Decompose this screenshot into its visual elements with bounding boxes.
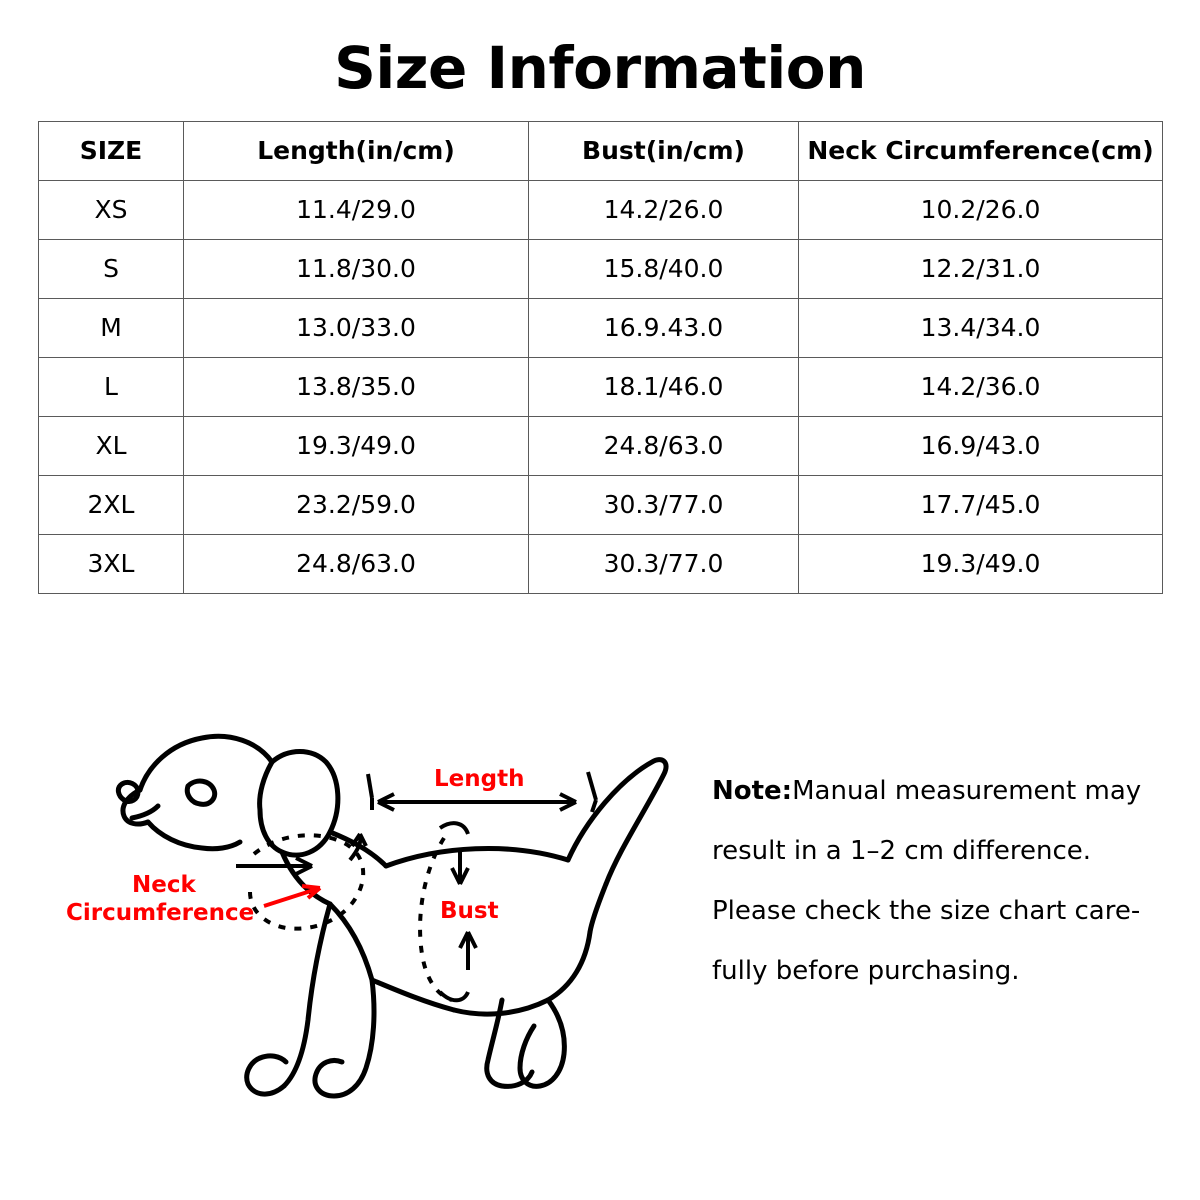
- cell-neck: 10.2/26.0: [799, 180, 1163, 239]
- measurement-guide-section: [0, 670, 1200, 1200]
- cell-bust: 24.8/63.0: [529, 416, 799, 475]
- note-lead: Note:: [712, 776, 793, 806]
- cell-size: M: [39, 298, 184, 357]
- neck-label-line2: Circumference: [66, 900, 255, 926]
- table-row: [39, 416, 1163, 475]
- dog-illustration-svg: [20, 670, 700, 1130]
- column-header-size: SIZE: [39, 121, 184, 180]
- column-header-bust: Bust(in/cm): [529, 121, 799, 180]
- cell-neck: 17.7/45.0: [799, 475, 1163, 534]
- cell-bust: 30.3/77.0: [529, 534, 799, 593]
- table-row: [39, 357, 1163, 416]
- table-row: [39, 298, 1163, 357]
- cell-length: 13.0/33.0: [184, 298, 529, 357]
- cell-size: S: [39, 239, 184, 298]
- size-chart-table: [38, 121, 1163, 594]
- cell-size: XS: [39, 180, 184, 239]
- table-row: [39, 534, 1163, 593]
- size-chart-wrapper: [38, 121, 1162, 594]
- note-block: [712, 778, 1172, 1018]
- cell-neck: 12.2/31.0: [799, 239, 1163, 298]
- cell-length: 13.8/35.0: [184, 357, 529, 416]
- cell-neck: 13.4/34.0: [799, 298, 1163, 357]
- column-header-length: Length(in/cm): [184, 121, 529, 180]
- table-row: [39, 239, 1163, 298]
- cell-bust: 16.9.43.0: [529, 298, 799, 357]
- table-row: [39, 475, 1163, 534]
- cell-length: 19.3/49.0: [184, 416, 529, 475]
- cell-length: 11.8/30.0: [184, 239, 529, 298]
- table-header-row: [39, 121, 1163, 180]
- cell-size: 2XL: [39, 475, 184, 534]
- cell-neck: 16.9/43.0: [799, 416, 1163, 475]
- note-line-3: Please check the size chart care-: [712, 896, 1141, 926]
- cell-length: 23.2/59.0: [184, 475, 529, 534]
- note-line-1-rest: Manual measurement may: [792, 776, 1142, 806]
- cell-size: L: [39, 357, 184, 416]
- page-title: Size Information: [334, 34, 866, 102]
- bust-label: Bust: [440, 898, 499, 924]
- neck-circumference-dotted-line: [250, 835, 363, 928]
- length-label: Length: [434, 766, 525, 792]
- cell-bust: 30.3/77.0: [529, 475, 799, 534]
- cell-bust: 15.8/40.0: [529, 239, 799, 298]
- dog-measurement-diagram: [20, 670, 700, 1130]
- cell-size: XL: [39, 416, 184, 475]
- note-line-1: [712, 778, 1172, 804]
- column-header-neck: Neck Circumference(cm): [799, 121, 1163, 180]
- cell-neck: 14.2/36.0: [799, 357, 1163, 416]
- note-line-2: result in a 1–2 cm difference.: [712, 836, 1092, 866]
- cell-length: 24.8/63.0: [184, 534, 529, 593]
- cell-size: 3XL: [39, 534, 184, 593]
- neck-label-line1: Neck: [132, 872, 196, 898]
- cell-bust: 18.1/46.0: [529, 357, 799, 416]
- cell-neck: 19.3/49.0: [799, 534, 1163, 593]
- cell-bust: 14.2/26.0: [529, 180, 799, 239]
- note-line-4: fully before purchasing.: [712, 956, 1020, 986]
- neck-leader-line: [264, 886, 320, 906]
- table-row: [39, 180, 1163, 239]
- cell-length: 11.4/29.0: [184, 180, 529, 239]
